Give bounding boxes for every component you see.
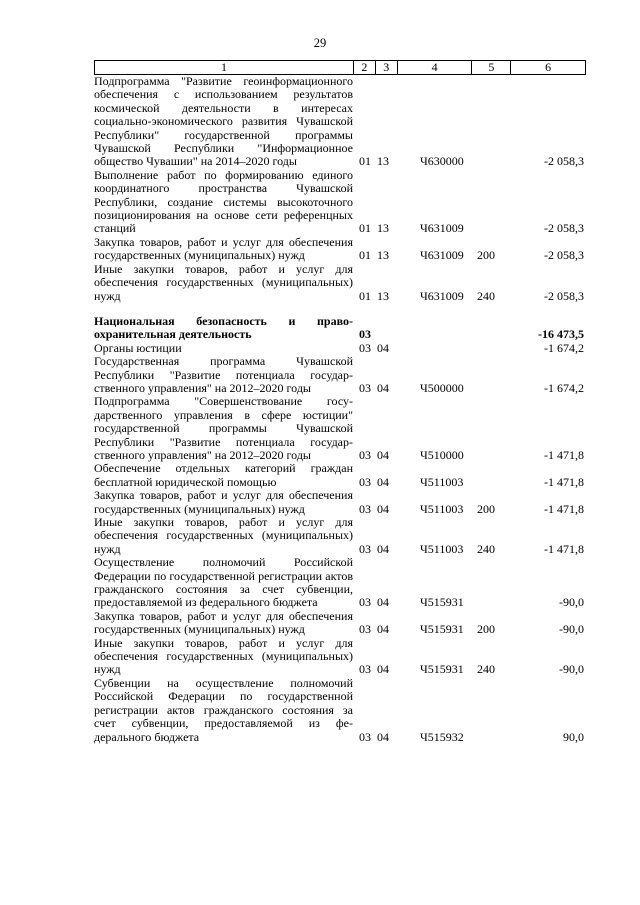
row-subsection: 04 (377, 380, 389, 395)
table-row (94, 236, 586, 263)
row-expense-type: 200 (477, 248, 495, 263)
budget-table (94, 60, 586, 744)
row-section: 03 (359, 501, 371, 516)
table-row (94, 516, 586, 556)
row-subsection: 04 (377, 541, 389, 556)
row-amount: -90,0 (559, 622, 584, 637)
row-amount: -90,0 (559, 662, 584, 677)
row-amount: -2 058,3 (544, 221, 584, 236)
row-name: Закупка товаров, работ и услуг для обеспечения государственных (муниципальных) нужд (94, 608, 353, 637)
row-target-article: Ч631009 (420, 248, 464, 263)
row-name: Обеспечение отдельных категорий граждан бесплатной юридической помощью (94, 461, 353, 489)
row-section: 03 (359, 380, 371, 395)
row-expense-type: 200 (477, 622, 495, 637)
row-amount: -1 674,2 (544, 340, 584, 355)
row-amount: -1 471,8 (544, 447, 584, 462)
row-amount: -2 058,3 (544, 288, 584, 303)
row-subsection: 04 (377, 501, 389, 516)
row-subsection: 13 (377, 154, 389, 169)
table-row (94, 556, 586, 610)
row-section: 01 (359, 154, 371, 169)
row-subsection: 13 (377, 221, 389, 236)
row-target-article: Ч631009 (420, 288, 464, 303)
row-name: Государственная программа Чувашской Республики "Развитие потенциала государственного управления" на 2012–2020 годы (94, 354, 353, 395)
row-section: 03 (359, 595, 371, 610)
row-name: Иные закупки товаров, работ и услуг для обеспечения государственных (муниципальных) нужд (94, 635, 353, 677)
row-target-article: Ч511003 (420, 541, 464, 556)
header-col-1: 1 (220, 60, 227, 74)
table-row (94, 315, 586, 342)
page-number: 29 (313, 36, 327, 50)
row-target-article: Ч515931 (420, 622, 464, 637)
row-name: Национальная безопасность и правоохранительная деятельность (94, 313, 353, 342)
table-row (94, 395, 586, 462)
row-subsection: 04 (377, 474, 389, 489)
table-row (94, 263, 586, 303)
row-subsection: 04 (377, 340, 389, 355)
header-col-3: 3 (375, 61, 397, 74)
table-row (94, 462, 586, 489)
row-amount: -1 471,8 (544, 541, 584, 556)
header-col-5: 5 (471, 61, 510, 74)
row-subsection: 13 (377, 248, 389, 263)
row-amount: 90,0 (563, 729, 584, 744)
row-target-article: Ч510000 (420, 447, 464, 462)
row-section: 03 (359, 729, 371, 744)
header-col-6: 6 (510, 61, 585, 74)
header-col-4: 4 (397, 61, 472, 74)
table-row (94, 355, 586, 395)
header-col-2: 2 (353, 61, 375, 74)
row-name: Выполнение работ по формированию единого координатного пространства Чувашской Республики, создание системы высокоточного позиционирования на основе сети референцных станций (94, 167, 353, 236)
row-subsection: 04 (377, 729, 389, 744)
table-row (94, 75, 586, 169)
row-amount: -1 674,2 (544, 380, 584, 395)
row-target-article: Ч515932 (420, 729, 464, 744)
row-subsection: 04 (377, 662, 389, 677)
row-subsection: 04 (377, 595, 389, 610)
row-section: 03 (359, 474, 371, 489)
row-target-article: Ч511003 (420, 474, 464, 489)
row-section: 03 (359, 447, 371, 462)
row-expense-type: 200 (477, 501, 495, 516)
row-target-article: Ч630000 (420, 154, 464, 169)
row-target-article: Ч631009 (420, 221, 464, 236)
table-row (94, 342, 586, 355)
table-row (94, 677, 586, 744)
row-amount: -1 471,8 (544, 474, 584, 489)
row-name: Подпрограмма "Совершенствование государственного управления в сфере юстиции" государственной программы Чувашской Республики "Развитие потенциала государственного управления" на 2012–2020 годы (94, 394, 353, 462)
row-section: 03 (359, 340, 371, 355)
row-section: 01 (359, 248, 371, 263)
row-target-article: Ч515931 (420, 662, 464, 677)
row-section: 03 (359, 541, 371, 556)
row-subsection: 04 (377, 622, 389, 637)
table-row (94, 489, 586, 516)
row-name: Иные закупки товаров, работ и услуг для обеспечения государственных (муниципальных) нужд (94, 515, 353, 556)
row-expense-type: 240 (477, 662, 495, 677)
row-name: Осуществление полномочий Российской Федерации по государственной регистрации актов гражданского состояния за счет субвенции, предоставляемой из федерального бюджета (94, 555, 353, 610)
table-header (94, 60, 586, 75)
row-name: Закупка товаров, работ и услуг для обеспечения государственных (муниципальных) нужд (94, 488, 353, 516)
row-target-article: Ч515931 (420, 595, 464, 610)
row-expense-type: 240 (477, 541, 495, 556)
row-name: Закупка товаров, работ и услуг для обеспечения государственных (муниципальных) нужд (94, 234, 353, 263)
row-name: Органы юстиции (94, 340, 182, 355)
row-name: Иные закупки товаров, работ и услуг для обеспечения государственных (муниципальных) нужд (94, 261, 353, 303)
row-section: 03 (359, 662, 371, 677)
table-row (94, 610, 586, 637)
row-amount: -1 471,8 (544, 501, 584, 516)
row-target-article: Ч511003 (420, 501, 464, 516)
row-section: 01 (359, 288, 371, 303)
row-section: 03 (359, 327, 371, 342)
row-amount: -16 473,5 (538, 327, 584, 342)
row-subsection: 13 (377, 288, 389, 303)
table-body (94, 75, 586, 744)
row-expense-type: 240 (477, 288, 495, 303)
table-row (94, 637, 586, 677)
row-subsection: 04 (377, 447, 389, 462)
row-section: 01 (359, 221, 371, 236)
row-amount: -90,0 (559, 595, 584, 610)
row-section: 03 (359, 622, 371, 637)
row-name: Субвенции на осуществление полномочий Российской Федерации по государственной регистрации актов гражданского состояния за счет субвенции, предоставляемой из федерального бюджета (94, 675, 353, 744)
row-name: Подпрограмма "Развитие геоинформационного обеспечения с использованием результатов космической деятельности в интересах социально-экономического развития Чувашской Республики" государственной программы Чувашской Республики "Информационное общество Чувашии" на 2014–2020 годы (94, 74, 353, 169)
row-amount: -2 058,3 (544, 154, 584, 169)
row-amount: -2 058,3 (544, 248, 584, 263)
row-target-article: Ч500000 (420, 380, 464, 395)
table-row (94, 169, 586, 236)
